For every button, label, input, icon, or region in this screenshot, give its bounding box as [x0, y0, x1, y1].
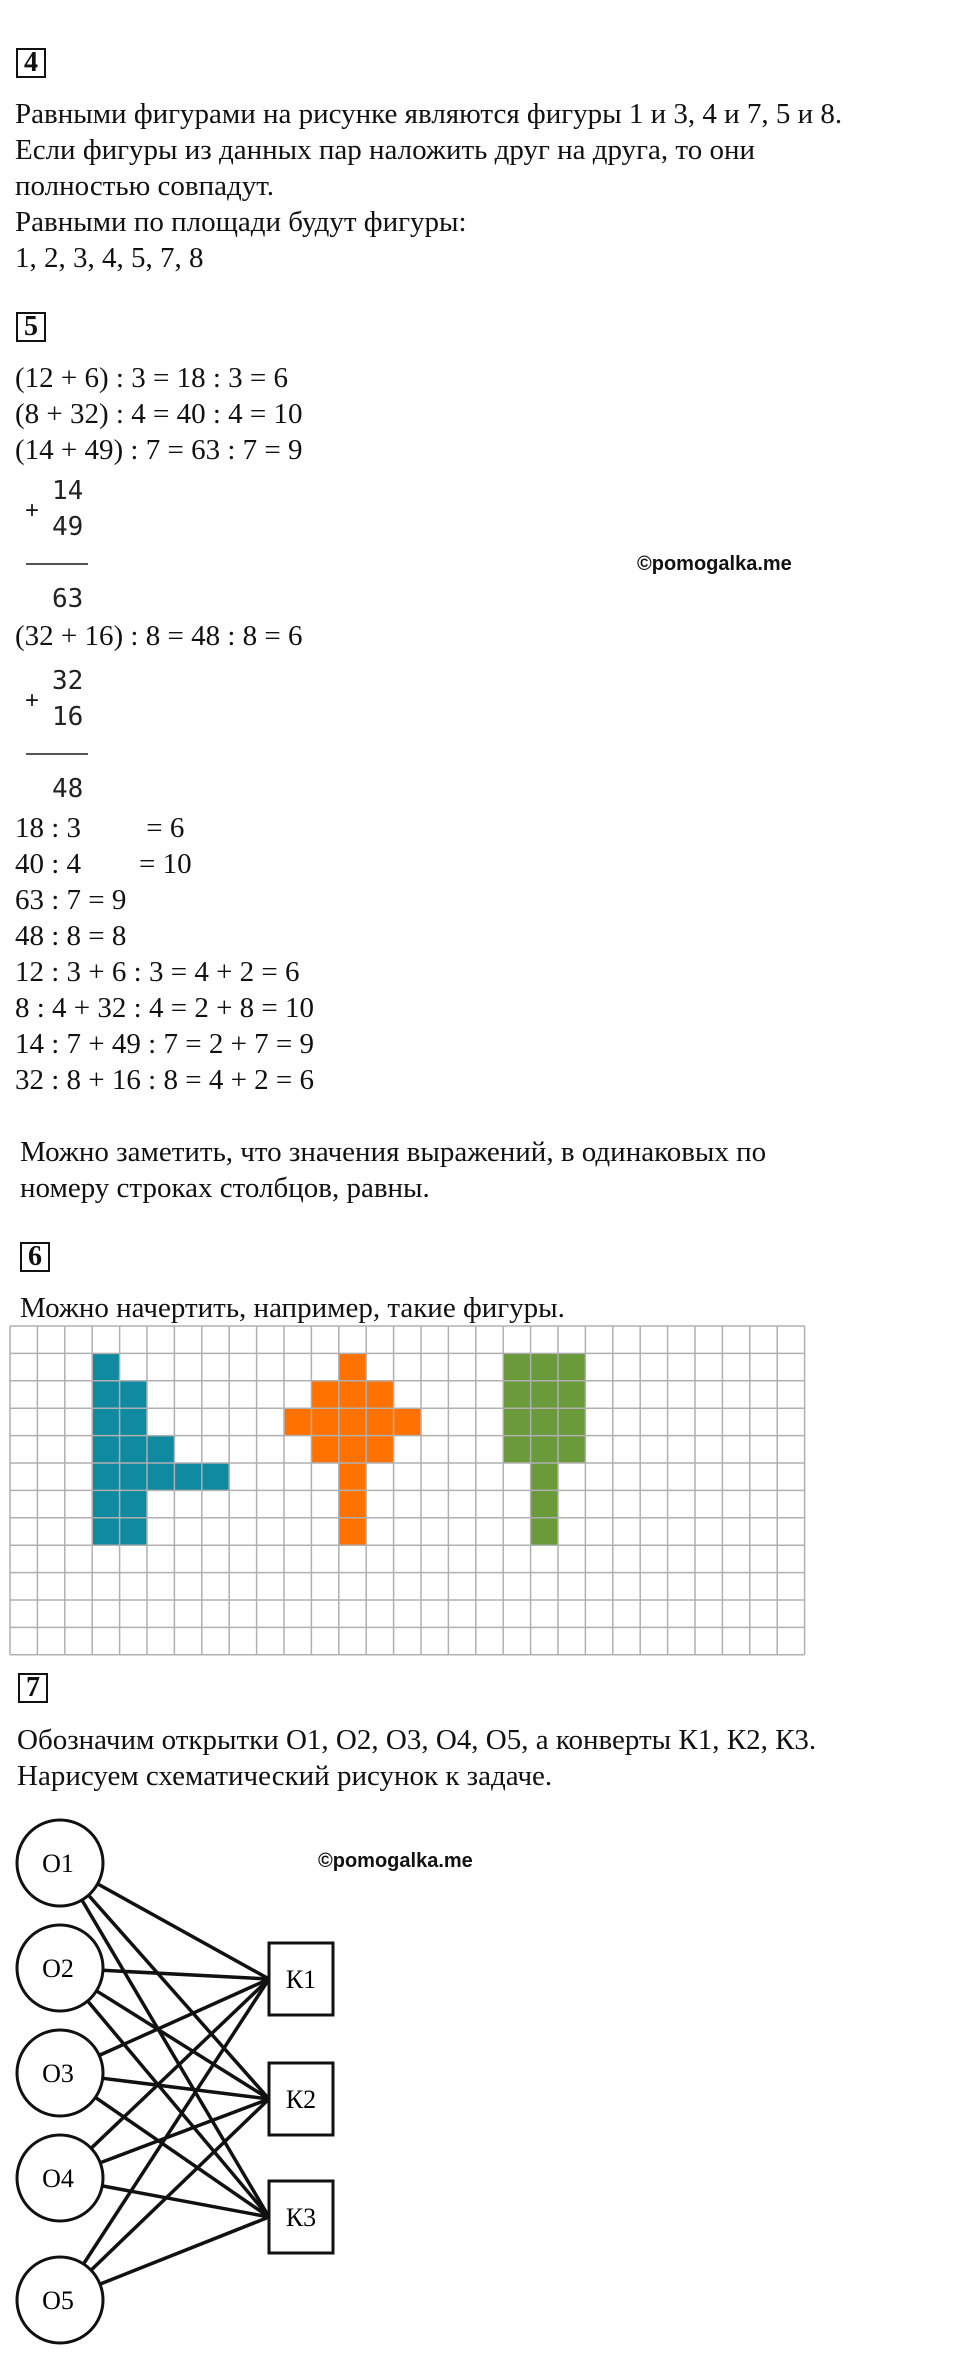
postcard-label-o2: О2: [42, 1954, 74, 1983]
green-figure-cell: [531, 1436, 558, 1463]
task-5-list-7: 14 : 7 + 49 : 7 = 2 + 7 = 9: [15, 1028, 315, 1060]
orange-figure-cell: [339, 1381, 366, 1408]
task-5-list-4: 48 : 8 = 8: [15, 920, 127, 952]
grid-figures: [0, 1320, 960, 1680]
task-5-conclusion-2: номеру строках столбцов, равны.: [20, 1172, 430, 1204]
teal-figure-cell: [92, 1353, 119, 1380]
teal-figure-cell: [120, 1436, 147, 1463]
edge-o5-k3: [100, 2217, 269, 2284]
column-addition-2-result: 48: [52, 774, 84, 804]
task-4-line-4: Равными по площади будут фигуры:: [15, 206, 467, 238]
green-figure-cell: [558, 1381, 585, 1408]
column-addition-1-rule: [26, 563, 88, 565]
green-figure-cell: [558, 1436, 585, 1463]
column-addition-2-sign: +: [25, 687, 40, 714]
postcard-label-o3: О3: [42, 2059, 74, 2088]
task-5-list-3: 63 : 7 = 9: [15, 884, 127, 916]
teal-figure-cell: [120, 1381, 147, 1408]
teal-figure-cell: [92, 1490, 119, 1517]
envelope-node-k2: [269, 2063, 333, 2135]
column-addition-2-addend-b: 16: [52, 702, 84, 732]
task-4-number: 4: [16, 48, 46, 78]
teal-figure-cell: [92, 1408, 119, 1435]
teal-figure-cell: [92, 1463, 119, 1490]
green-figure-cell: [503, 1381, 530, 1408]
envelope-label-k3: К3: [285, 2203, 317, 2232]
edge-o1-k2: [89, 1895, 270, 2099]
postcard-label-o4: О4: [42, 2164, 74, 2193]
orange-figure-cell: [339, 1408, 366, 1435]
teal-figure-cell: [202, 1463, 229, 1490]
teal-figure-cell: [120, 1518, 147, 1545]
orange-figure-cell: [366, 1408, 393, 1435]
orange-figure-cell: [394, 1408, 421, 1435]
orange-figure-cell: [311, 1381, 338, 1408]
orange-figure-cell: [339, 1436, 366, 1463]
task-4-line-1: Равными фигурами на рисунке являются фигуры 1 и 3, 4 и 7, 5 и 8.: [15, 98, 843, 130]
teal-figure-cell: [120, 1463, 147, 1490]
task-5-list-8: 32 : 8 + 16 : 8 = 4 + 2 = 6: [15, 1064, 315, 1096]
column-addition-1-sign: +: [25, 497, 40, 524]
green-figure-cell: [531, 1381, 558, 1408]
task-4-line-5: 1, 2, 3, 4, 5, 7, 8: [15, 242, 204, 274]
green-figure-cell: [503, 1408, 530, 1435]
task-5-list-1: 18 : 3 = 6: [15, 812, 185, 844]
watermark-1: ©pomogalka.me: [637, 553, 792, 575]
task-5-conclusion-1: Можно заметить, что значения выражений, в одинаковых по: [20, 1136, 767, 1168]
orange-figure-cell: [311, 1436, 338, 1463]
matching-diagram: [0, 1815, 960, 2355]
column-addition-1-addend-b: 49: [52, 512, 84, 542]
watermark-2: ©pomogalka.me: [318, 1850, 473, 1872]
teal-figure-cell: [120, 1408, 147, 1435]
task-4-line-3: полностью совпадут.: [15, 170, 274, 202]
task-4-line-2: Если фигуры из данных пар наложить друг на друга, то они: [15, 134, 756, 166]
postcard-node-o4: [17, 2135, 103, 2221]
orange-figure-cell: [366, 1436, 393, 1463]
postcard-node-o3: [17, 2030, 103, 2116]
teal-figure-cell: [92, 1518, 119, 1545]
edge-o1-k1: [98, 1884, 269, 1979]
teal-figure-cell: [174, 1463, 201, 1490]
postcard-node-o1: [17, 1820, 103, 1906]
postcard-label-o5: О5: [42, 2286, 74, 2315]
column-addition-2-addend-a: 32: [52, 666, 84, 696]
task-5-eq-1: (12 + 6) : 3 = 18 : 3 = 6: [15, 362, 288, 394]
postcard-node-o2: [17, 1925, 103, 2011]
orange-figure-cell: [366, 1381, 393, 1408]
envelope-label-k2: К2: [285, 2085, 317, 2114]
green-figure-cell: [503, 1436, 530, 1463]
green-figure-cell: [558, 1353, 585, 1380]
teal-figure-cell: [92, 1436, 119, 1463]
edge-o1-k3: [82, 1900, 269, 2217]
orange-figure-cell: [311, 1408, 338, 1435]
envelope-node-k1: [269, 1943, 333, 2015]
teal-figure-cell: [147, 1463, 174, 1490]
orange-figure-cell: [339, 1518, 366, 1545]
teal-figure-cell: [147, 1436, 174, 1463]
task-5-list-5: 12 : 3 + 6 : 3 = 4 + 2 = 6: [15, 956, 300, 988]
green-figure-cell: [503, 1353, 530, 1380]
green-figure-cell: [531, 1408, 558, 1435]
envelope-node-k3: [269, 2181, 333, 2253]
task-5-number: 5: [16, 312, 46, 342]
task-5-list-2: 40 : 4 = 10: [15, 848, 192, 880]
envelope-label-k1: К1: [285, 1965, 317, 1994]
task-6-number: 6: [20, 1242, 50, 1272]
postcard-label-o1: О1: [42, 1849, 74, 1878]
teal-figure-cell: [92, 1381, 119, 1408]
orange-figure-cell: [339, 1353, 366, 1380]
task-7-line-1: Обозначим открытки О1, О2, О3, О4, О5, а конверты К1, К2, К3.: [17, 1724, 817, 1756]
teal-figure-cell: [120, 1490, 147, 1517]
orange-figure-cell: [284, 1408, 311, 1435]
task-5-eq-2: (8 + 32) : 4 = 40 : 4 = 10: [15, 398, 303, 430]
task-5-eq-4: (32 + 16) : 8 = 48 : 8 = 6: [15, 620, 303, 652]
green-figure-cell: [531, 1353, 558, 1380]
postcard-node-o5: [17, 2257, 103, 2343]
green-figure-cell: [531, 1490, 558, 1517]
task-7-number: 7: [18, 1673, 48, 1703]
column-addition-2-rule: [26, 753, 88, 755]
orange-figure-cell: [339, 1490, 366, 1517]
task-5-list-6: 8 : 4 + 32 : 4 = 2 + 8 = 10: [15, 992, 315, 1024]
green-figure-cell: [558, 1408, 585, 1435]
task-6-text: Можно начертить, например, такие фигуры.: [20, 1292, 565, 1324]
task-7-line-2: Нарисуем схематический рисунок к задаче.: [17, 1760, 553, 1792]
column-addition-1-result: 63: [52, 584, 84, 614]
task-5-eq-3: (14 + 49) : 7 = 63 : 7 = 9: [15, 434, 303, 466]
green-figure-cell: [531, 1518, 558, 1545]
orange-figure-cell: [339, 1463, 366, 1490]
column-addition-1-addend-a: 14: [52, 476, 84, 506]
green-figure-cell: [531, 1463, 558, 1490]
